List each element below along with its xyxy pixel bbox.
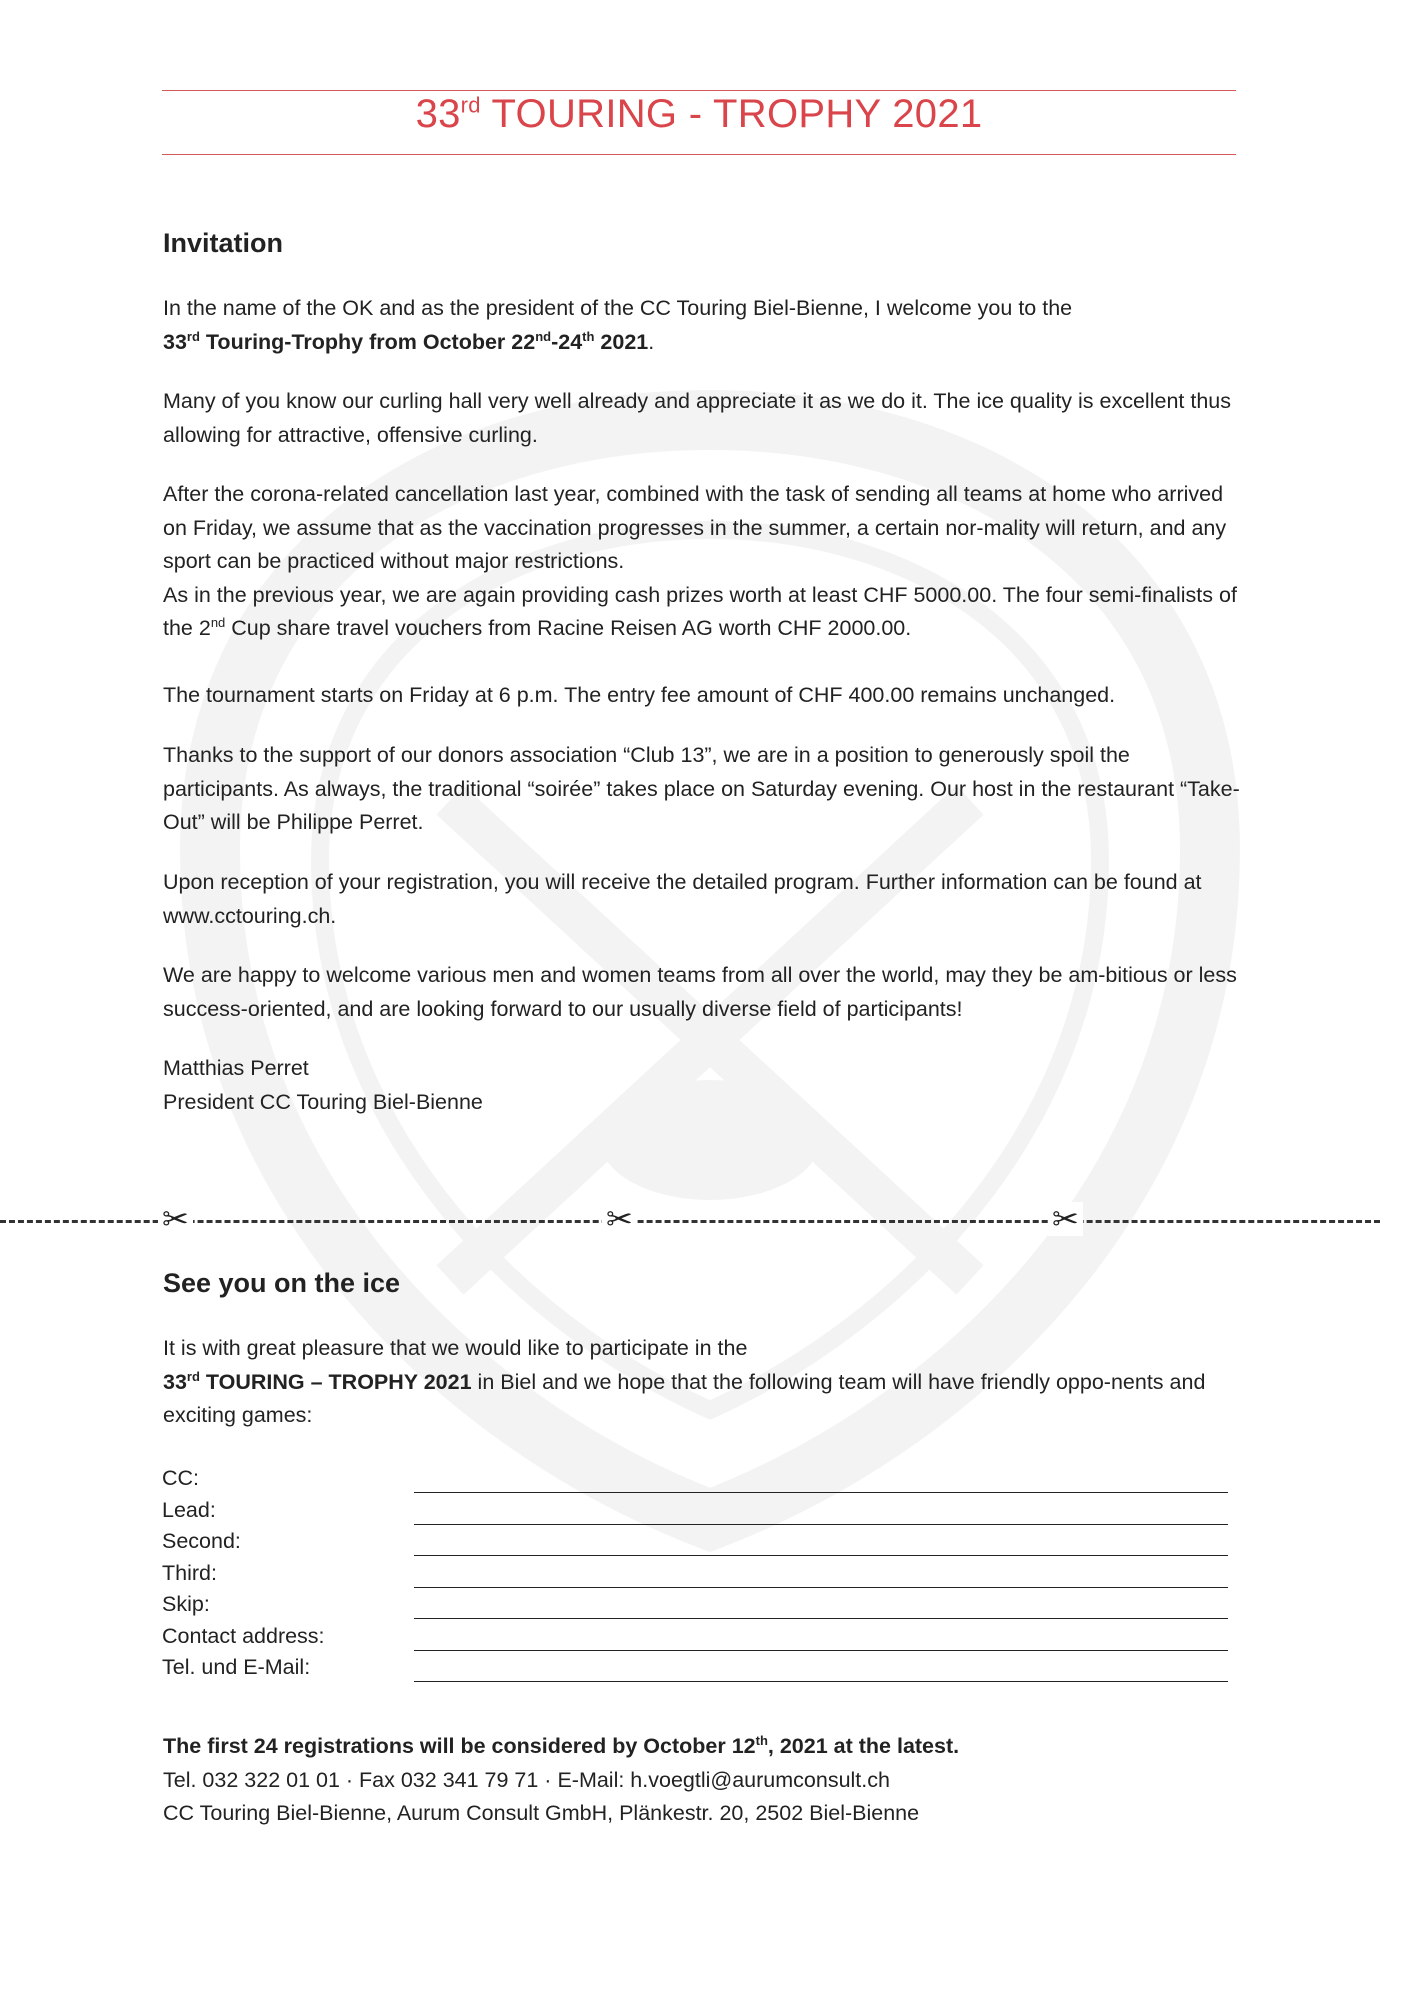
scissors-icon: ✂ [158,1202,193,1236]
second-field[interactable] [414,1555,1228,1556]
form-row-cc [162,1466,1232,1498]
page-title: 33rd TOURING - TROPHY 2021 [415,92,983,136]
form-label-contact-address: Contact address: [162,1623,325,1648]
address-line: CC Touring Biel-Bienne, Aurum Consult GmbH, Plänkestr. 20, 2502 Biel-Bienne [163,1801,920,1825]
registration-deadline: The first 24 registrations will be considered by October 12th, 2021 at the latest. [163,1732,960,1758]
form-row-third [162,1561,1232,1593]
third-field[interactable] [414,1587,1228,1588]
form-row-contact-address [162,1624,1232,1656]
invitation-paragraph-1: In the name of the OK and as the president of the CC Touring Biel-Bienne, I welcome you to the 33rd Touring-Trophy from October 22nd-24th 2021. [163,296,1073,354]
cc-field[interactable] [414,1492,1228,1493]
contact-address-field[interactable] [414,1650,1228,1651]
form-label-lead: Lead: [162,1497,216,1522]
signature [163,1052,1243,1119]
tel-email-field[interactable] [414,1681,1228,1682]
registration-footer [163,1730,1243,1831]
skip-field[interactable] [414,1618,1228,1619]
form-label-skip: Skip: [162,1592,210,1616]
invitation-paragraph-6: Upon reception of your registration, you will receive the detailed program. Further information can be found at www.cctouring.ch. [163,870,1202,928]
header-rule-bottom [162,154,1236,155]
header-rule-top [162,90,1236,91]
invitation-paragraph-4: The tournament starts on Friday at 6 p.m. The entry fee amount of CHF 400.00 remains unchanged. [163,683,1116,707]
form-label-tel-email: Tel. und E-Mail: [162,1655,311,1679]
form-row-lead [162,1498,1232,1530]
form-row-skip [162,1592,1232,1624]
form-row-tel-email [162,1655,1232,1687]
registration-heading: See you on the ice [163,1268,401,1298]
scissors-icon: ✂ [1048,1202,1083,1236]
scissors-icon: ✂ [602,1202,637,1236]
invitation-paragraph-2: Many of you know our curling hall very well already and appreciate it as we do it. The ice quality is excellent thus allowing for attractive, offensive curling. [163,389,1231,447]
invitation-paragraph-3: After the corona-related cancellation last year, combined with the task of sending all teams at home who arrived on Friday, we assume that as the vaccination progresses in the summer, a certain nor-mality will return, and any sport can be practiced without major restrictions. As in the previous year, we are again providing cash prizes worth at least CHF 5000.00. The four semi-finalists of the 2nd Cup share travel vouchers from Racine Reisen AG worth CHF 2000.00. [163,482,1237,640]
cut-line [0,1220,1380,1223]
form-label-cc: CC: [162,1466,200,1490]
form-row-second [162,1529,1232,1561]
invitation-paragraph-5: Thanks to the support of our donors association “Club 13”, we are in a position to generously spoil the participants. As always, the traditional “soirée” takes place on Saturday evening. Our host in the restaurant “Take-Out” will be Philippe Perret. [163,743,1240,834]
registration-intro: It is with great pleasure that we would like to participate in the 33rd TOURING – TROPHY 2021 in Biel and we hope that the following team will have friendly oppo-nents and exciting games: [163,1336,1206,1427]
form-label-second: Second: [162,1529,241,1553]
contact-line: Tel. 032 322 01 01 · Fax 032 341 79 71 · E-Mail: h.voegtli@aurumconsult.ch [163,1767,890,1792]
form-label-third: Third: [162,1560,217,1585]
signature-name: Matthias Perret [163,1056,309,1080]
invitation-heading: Invitation [163,228,283,258]
invitation-paragraph-7: We are happy to welcome various men and women teams from all over the world, may they be am-bitious or less success-oriented, and are looking forward to our usually diverse field of participants! [163,963,1237,1021]
signature-title: President CC Touring Biel-Bienne [163,1089,483,1114]
lead-field[interactable] [414,1524,1228,1525]
